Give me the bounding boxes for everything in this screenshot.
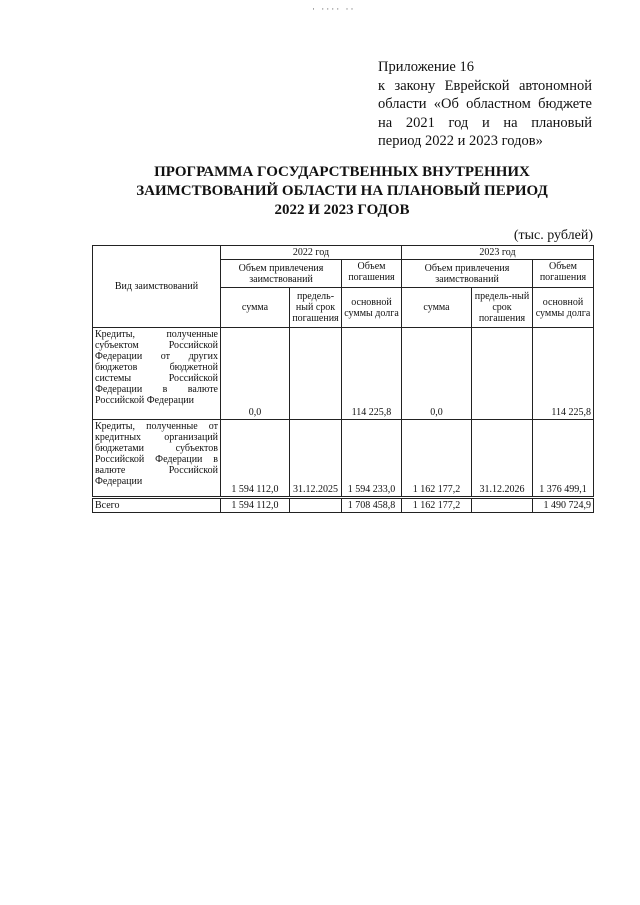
total-repay-2022: 1 708 458,8 xyxy=(342,498,402,513)
borrowing-table xyxy=(92,245,594,513)
cell-term-2022: 31.12.2025 xyxy=(290,420,342,498)
header-repay-2022: Объем погашения xyxy=(342,260,402,288)
header-attract-2022: Объем привлечения заимствований xyxy=(221,260,342,288)
cell-sum-2022: 1 594 112,0 xyxy=(221,420,290,498)
title-line: ПРОГРАММА ГОСУДАРСТВЕННЫХ ВНУТРЕННИХ xyxy=(154,164,530,180)
header-principal-2023: основной суммы долга xyxy=(533,288,594,328)
total-sum-2023: 1 162 177,2 xyxy=(402,498,472,513)
header-sum-2023: сумма xyxy=(402,288,472,328)
cell-term-2023 xyxy=(472,328,533,420)
header-year-2023: 2023 год xyxy=(402,246,594,260)
appendix-line: период 2022 и 2023 годов» xyxy=(378,133,543,149)
header-repay-2023: Объем погашения xyxy=(533,260,594,288)
total-repay-2023: 1 490 724,9 xyxy=(533,498,594,513)
page-top-mark: · ···· ·· xyxy=(312,4,356,14)
total-term-2022 xyxy=(290,498,342,513)
cell-repay-2022: 114 225,8 xyxy=(342,328,402,420)
header-principal-2022: основной суммы долга xyxy=(342,288,402,328)
table-total-row xyxy=(93,498,594,513)
cell-term-2023: 31.12.2026 xyxy=(472,420,533,498)
total-sum-2022: 1 594 112,0 xyxy=(221,498,290,513)
header-sum-2022: сумма xyxy=(221,288,290,328)
table-header-row xyxy=(93,246,594,260)
appendix-line: на 2021 год и на плановый xyxy=(378,114,592,131)
table-row xyxy=(93,420,594,498)
header-year-2022: 2022 год xyxy=(221,246,402,260)
appendix-line: к закону Еврейской автономной xyxy=(378,77,592,94)
cell-repay-2023: 114 225,8 xyxy=(533,328,594,420)
cell-sum-2022: 0,0 xyxy=(221,328,290,420)
document-title xyxy=(92,163,592,220)
row-name: Кредиты, полученные от кредитных организаций бюджетами субъектов Российской Федерации в валюте Российской Федерации xyxy=(93,420,221,498)
cell-sum-2023: 1 162 177,2 xyxy=(402,420,472,498)
cell-sum-2023: 0,0 xyxy=(402,328,472,420)
total-term-2023 xyxy=(472,498,533,513)
title-line: ЗАИМСТВОВАНИЙ ОБЛАСТИ НА ПЛАНОВЫЙ ПЕРИОД xyxy=(136,183,548,199)
appendix-line: Приложение 16 xyxy=(378,59,474,75)
appendix-line: области «Об областном бюджете xyxy=(378,96,592,112)
cell-repay-2023: 1 376 499,1 xyxy=(533,420,594,498)
title-line: 2022 И 2023 ГОДОВ xyxy=(274,202,410,218)
cell-term-2022 xyxy=(290,328,342,420)
header-term-2023: предель-ный срок погашения xyxy=(472,288,533,328)
table-row xyxy=(93,328,594,420)
header-attract-2023: Объем привлечения заимствований xyxy=(402,260,533,288)
row-name: Кредиты, полученные субъектом Российской Федерации от других бюджетов бюджетной системы Российской Федерации в валюте Российской Федерации xyxy=(93,328,221,420)
cell-repay-2022: 1 594 233,0 xyxy=(342,420,402,498)
appendix-note xyxy=(378,58,592,151)
total-label: Всего xyxy=(93,498,221,513)
header-term-2022: предель-ный срок погашения xyxy=(290,288,342,328)
units-label: (тыс. рублей) xyxy=(513,228,593,243)
header-borrowing-type: Вид заимствований xyxy=(93,246,221,328)
